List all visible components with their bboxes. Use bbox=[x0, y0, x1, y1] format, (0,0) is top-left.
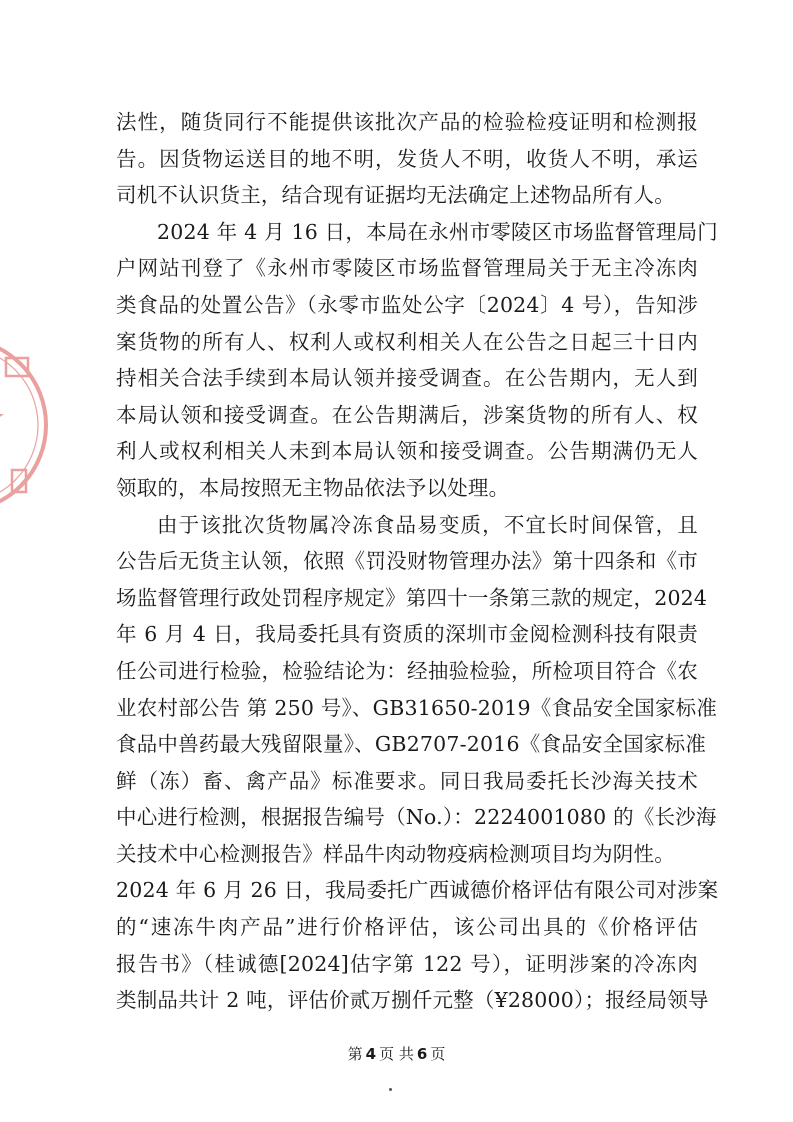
text-line: 司机不认识货主，结合现有证据均无法确定上述物品所有人。 bbox=[116, 183, 675, 208]
text-line: 食品中兽药最大残留限量》、GB2707-2016《食品安全国家标准 bbox=[116, 732, 707, 757]
footer-suffix: 页 bbox=[430, 1045, 446, 1063]
text-line: 年 6 月 4 日，我局委托具有资质的深圳市金阅检测科技有限责 bbox=[116, 622, 698, 647]
text-line: 场监督管理行政处罚程序规定》第四十一条第三款的规定，2024 bbox=[116, 585, 708, 610]
total-page-number: 6 bbox=[416, 1045, 428, 1063]
text-line: 类制品共计 2 吨，评估价贰万捌仟元整（¥28000）；报经局领导 bbox=[116, 988, 709, 1013]
text-line: 业农村部公告 第 250 号》、GB31650-2019《食品安全国家标准 bbox=[116, 695, 718, 720]
text-line: 关技术中心检测报告》样品牛肉动物疫病检测项目均为阴性。 bbox=[116, 841, 675, 866]
text-line: 鲜（冻）畜、禽产品》标准要求。同日我局委托长沙海关技术 bbox=[116, 768, 698, 793]
text-line: 公告后无货主认领，依照《罚没财物管理办法》第十四条和《市 bbox=[116, 549, 698, 574]
scan-dot bbox=[389, 1088, 392, 1091]
text-line: 类食品的处置公告》（永零市监处公字〔2024〕4 号），告知涉 bbox=[116, 292, 698, 317]
text-line: 由于该批次货物属冷冻食品易变质，不宜长时间保管，且 bbox=[157, 512, 698, 537]
text-line: 告。因货物运送目的地不明，发货人不明，收货人不明，承运 bbox=[116, 146, 698, 171]
page-footer bbox=[0, 1043, 793, 1064]
text-line: 领取的，本局按照无主物品依法予以处理。 bbox=[116, 475, 510, 500]
text-line: 的“速冻牛肉产品”进行价格评估，该公司出具的《价格评估 bbox=[116, 915, 698, 940]
document-body bbox=[116, 104, 719, 1019]
text-line: 2024 年 6 月 26 日，我局委托广西诚德价格评估有限公司对涉案 bbox=[116, 878, 719, 903]
text-line: 持相关合法手续到本局认领并接受调查。在公告期内，无人到 bbox=[116, 366, 698, 391]
text-line: 案货物的所有人、权利人或权利相关人在公告之日起三十日内 bbox=[116, 329, 698, 354]
official-seal-icon bbox=[0, 330, 50, 520]
footer-prefix: 第 bbox=[347, 1045, 363, 1063]
current-page-number: 4 bbox=[365, 1045, 377, 1063]
text-line: 中心进行检测，根据报告编号（No.）：2224001080 的《长沙海 bbox=[116, 805, 717, 830]
text-line: 户网站刊登了《永州市零陵区市场监督管理局关于无主冷冻肉 bbox=[116, 256, 698, 281]
text-line: 任公司进行检验，检验结论为：经抽验检验，所检项目符合《农 bbox=[116, 658, 698, 683]
text-line: 报告书》（桂诚德[2024]估字第 122 号），证明涉案的冷冻肉 bbox=[116, 951, 698, 976]
text-line: 法性，随货同行不能提供该批次产品的检验检疫证明和检测报 bbox=[116, 110, 698, 134]
footer-middle: 页 共 bbox=[379, 1045, 414, 1063]
text-line: 利人或权利相关人未到本局认领和接受调查。公告期满仍无人 bbox=[116, 439, 698, 464]
text-line: 本局认领和接受调查。在公告期满后，涉案货物的所有人、权 bbox=[116, 402, 698, 427]
text-line: 2024 年 4 月 16 日，本局在永州市零陵区市场监督管理局门 bbox=[157, 219, 718, 244]
